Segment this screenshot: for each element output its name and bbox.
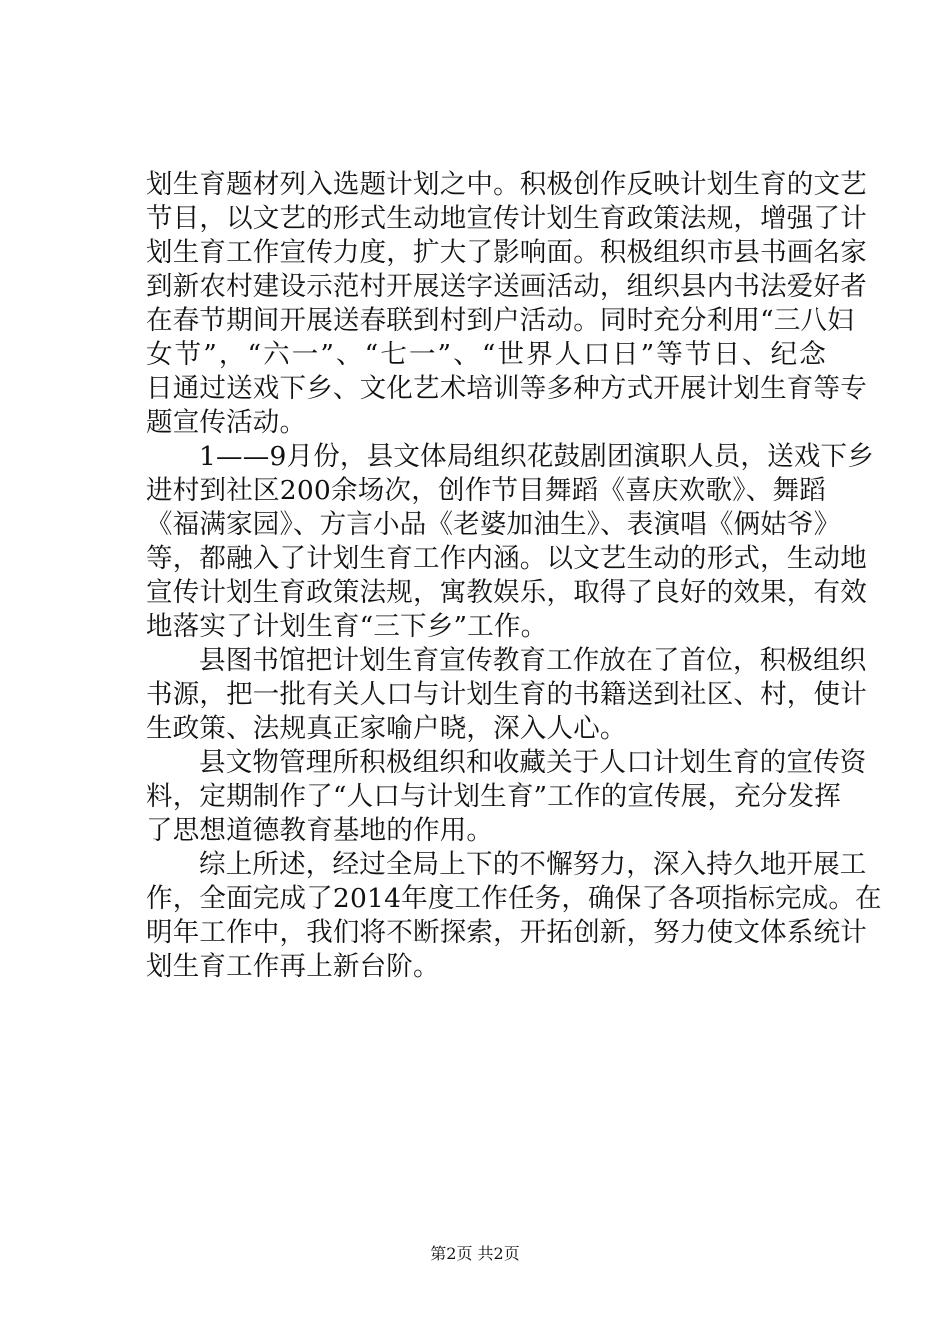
text-line: 划生育工作宣传力度，扩大了影响面。积极组织市县书画名家 bbox=[146, 237, 867, 268]
page-number-label: 第2页 共2页 bbox=[430, 1244, 520, 1263]
text-line: 料，定期制作了“人口与计划生育”工作的宣传展，充分发挥 bbox=[146, 781, 841, 812]
text-line: 女节”，“六一”、“七一”、“世界人口日”等节日、纪念 bbox=[146, 339, 826, 370]
text-line: 了思想道德教育基地的作用。 bbox=[146, 815, 494, 846]
paragraph bbox=[146, 746, 867, 848]
text-line: 进村到社区200余场次，创作节目舞蹈《喜庆欢歌》、舞蹈 bbox=[146, 475, 826, 506]
text-line: 划生育工作再上新台阶。 bbox=[146, 951, 440, 982]
text-line: 县文物管理所积极组织和收藏关于人口计划生育的宣传资 bbox=[199, 747, 867, 778]
paragraph bbox=[146, 644, 867, 746]
text-line: 等，都融入了计划生育工作内涵。以文艺生动的形式，生动地 bbox=[146, 543, 867, 574]
text-line: 在春节期间开展送春联到村到户活动。同时充分利用“三八妇 bbox=[146, 305, 854, 336]
text-line: 书源，把一批有关人口与计划生育的书籍送到社区、村，使计 bbox=[146, 679, 867, 710]
paragraph bbox=[146, 168, 867, 440]
text-line: 生政策、法规真正家喻户晓，深入人心。 bbox=[146, 713, 627, 744]
text-line: 县图书馆把计划生育宣传教育工作放在了首位，积极组织 bbox=[199, 645, 867, 676]
text-line: 1——9月份，县文体局组织花鼓剧团演职人员，送戏下乡 bbox=[199, 441, 874, 472]
text-line: 划生育题材列入选题计划之中。积极创作反映计划生育的文艺 bbox=[146, 169, 867, 200]
text-line: 作，全面完成了2014年度工作任务，确保了各项指标完成。在 bbox=[146, 883, 882, 914]
text-line: 宣传计划生育政策法规，寓教娱乐，取得了良好的效果，有效 bbox=[146, 577, 867, 608]
document-body bbox=[146, 168, 882, 984]
text-line: 《福满家园》、方言小品《老婆加油生》、表演唱《俩姑爷》 bbox=[146, 509, 841, 540]
text-line: 节目，以文艺的形式生动地宣传计划生育政策法规，增强了计 bbox=[146, 203, 867, 234]
text-line: 日通过送戏下乡、文化艺术培训等多种方式开展计划生育等专 bbox=[146, 373, 867, 404]
paragraph bbox=[146, 440, 874, 644]
text-line: 明年工作中，我们将不断探索，开拓创新，努力使文体系统计 bbox=[146, 917, 867, 948]
text-line: 综上所述，经过全局上下的不懈努力，深入持久地开展工 bbox=[199, 849, 867, 880]
text-line: 地落实了计划生育“三下乡”工作。 bbox=[146, 611, 548, 642]
paragraph bbox=[146, 848, 882, 984]
page-footer bbox=[0, 1244, 950, 1264]
text-line: 到新农村建设示范村开展送字送画活动，组织县内书法爱好者 bbox=[146, 271, 867, 302]
text-line: 题宣传活动。 bbox=[146, 407, 307, 438]
